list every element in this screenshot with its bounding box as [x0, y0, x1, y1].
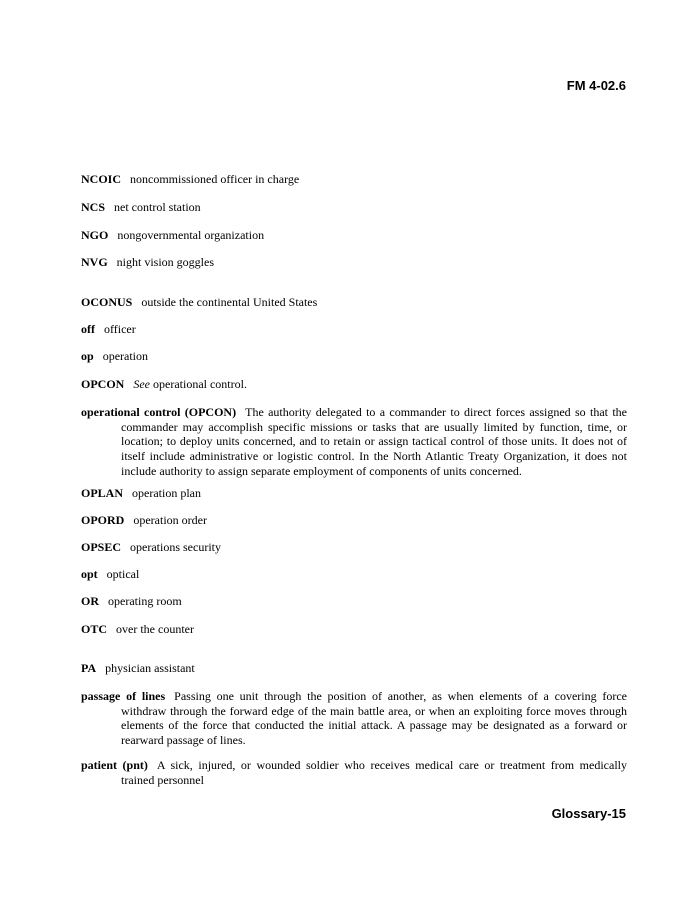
glossary-definition: officer: [104, 322, 136, 336]
glossary-entry-opcon: [81, 377, 627, 392]
glossary-definition: physician assistant: [105, 661, 195, 675]
see-reference: See: [133, 377, 150, 391]
glossary-definition: outside the continental United States: [141, 295, 318, 309]
glossary-entry-ngo: [81, 228, 627, 243]
glossary-definition: operational control.: [153, 377, 247, 391]
glossary-definition: over the counter: [116, 622, 194, 636]
glossary-term: PA: [81, 661, 97, 675]
glossary-term: patient (pnt): [81, 758, 148, 772]
glossary-definition: Passing one unit through the position of another, as when elements of a covering force withdraw through the forward edge of the main battle area, or when an exploiting force moves through elements of the force that conducted the initial attack. A passage may be designated as a forward or rearward passage of lines.: [121, 689, 627, 748]
glossary-term: off: [81, 322, 95, 336]
glossary-definition: A sick, injured, or wounded soldier who receives medical care or treatment from medically trained personnel: [121, 758, 627, 787]
glossary-definition: net control station: [114, 200, 201, 214]
glossary-term: OCONUS: [81, 295, 133, 309]
glossary-entry-passage-of-lines: [81, 689, 627, 748]
page-number: Glossary-15: [551, 806, 626, 821]
glossary-term: OPSEC: [81, 540, 122, 554]
glossary-term: operational control (OPCON): [81, 405, 237, 419]
glossary-definition: nongovernmental organization: [117, 228, 265, 242]
document-id: FM 4-02.6: [566, 78, 626, 93]
glossary-entry-ncs: [81, 200, 627, 215]
glossary-entry-otc: [81, 622, 627, 637]
glossary-entry-opord: [81, 513, 627, 528]
glossary-definition: optical: [106, 567, 140, 581]
glossary-entry-or: [81, 594, 627, 609]
glossary-term: OTC: [81, 622, 108, 636]
glossary-definition: operation plan: [132, 486, 201, 500]
glossary-term: NGO: [81, 228, 109, 242]
glossary-term: NCS: [81, 200, 106, 214]
glossary-definition: operation: [102, 349, 149, 363]
glossary-entry-opsec: [81, 540, 627, 555]
glossary-term: OPCON: [81, 377, 125, 391]
glossary-entry-op: [81, 349, 627, 364]
glossary-definition: operating room: [108, 594, 182, 608]
glossary-term: OR: [81, 594, 99, 608]
glossary-entry-operational-control: [81, 405, 627, 479]
glossary-term: NCOIC: [81, 172, 122, 186]
glossary-definition: The authority delegated to a commander to direct forces assigned so that the commander may accomplish specific missions or tasks that are usually limited by function, time, or location; to deploy units concerned, and to retain or assign tactical control of those units. It does not of itself include administrative or logistic control. In the North Atlantic Treaty Organization, it does not include authority to assign separate employment of components of units concerned.: [121, 405, 627, 478]
glossary-entry-opt: [81, 567, 627, 582]
glossary-term: passage of lines: [81, 689, 166, 703]
glossary-definition: noncommissioned officer in charge: [130, 172, 300, 186]
glossary-definition: night vision goggles: [116, 255, 215, 269]
glossary-entry-pa: [81, 661, 627, 676]
glossary-entry-ncoic: [81, 172, 627, 187]
glossary-term: OPORD: [81, 513, 125, 527]
glossary-term: NVG: [81, 255, 108, 269]
glossary-definition: operation order: [133, 513, 207, 527]
glossary-entry-oconus: [81, 295, 627, 310]
glossary-entry-off: [81, 322, 627, 337]
glossary-term: opt: [81, 567, 98, 581]
glossary-entry-nvg: [81, 255, 627, 270]
glossary-term: OPLAN: [81, 486, 123, 500]
glossary-entry-oplan: [81, 486, 627, 501]
glossary-term: op: [81, 349, 94, 363]
glossary-definition: operations security: [130, 540, 221, 554]
glossary-entry-patient: [81, 758, 627, 787]
